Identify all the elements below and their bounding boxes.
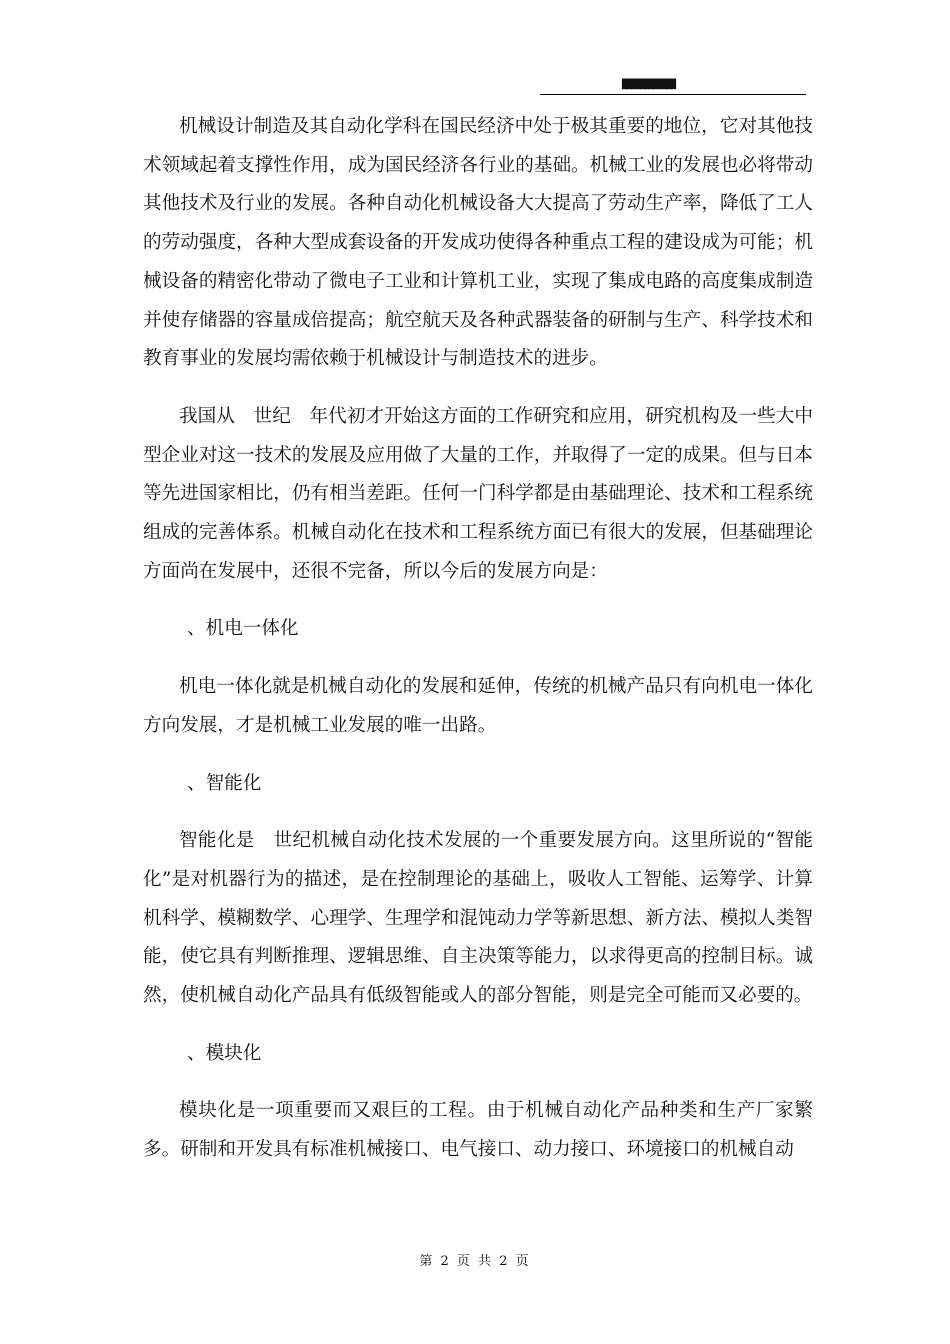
- paragraph-4: 智能化是 世纪机械自动化技术发展的一个重要发展方向。这里所说的“智能化”是对机器行为的描述，是在控制理论的基础上，吸收人工智能、运筹学、计算机科学、模糊数学、心理学、生理学和混饨动力学等新思想、新方法、模拟人类智能，使它具有判断推理、逻辑思维、自主决策等能力，以求得更高的控制目标。诚然，使机械自动化产品具有低级智能或人的部分智能，则是完全可能而又必要的。: [143, 830, 813, 1007]
- paragraph-3: 机电一体化就是机械自动化的发展和延伸，传统的机械产品只有向机电一体化方向发展，才是机械工业发展的唯一出路。: [143, 676, 813, 736]
- page-header: [540, 78, 806, 95]
- section-heading-mechatronics: 、机电一体化: [187, 618, 299, 640]
- page-footer: 第 2 页 共 2 页: [419, 1254, 531, 1269]
- paragraph-2: 我国从 世纪 年代初才开始这方面的工作研究和应用，研究机构及一些大中型企业对这一技术的发展及应用做了大量的工作，并取得了一定的成果。但与日本等先进国家相比，仍有相当差距。任何一门科学都是由基础理论、技术和工程系统组成的完善体系。机械自动化在技术和工程系统方面已有很大的发展，但基础理论方面尚在发展中，还很不完备，所以今后的发展方向是：: [143, 405, 813, 582]
- document-body: [143, 108, 813, 1170]
- section-heading-modularization: 、模块化: [187, 1042, 262, 1064]
- paragraph-5: 模块化是一项重要而又艰巨的工程。由于机械自动化产品种类和生产厂家繁多。研制和开发具有标准机械接口、电气接口、动力接口、环境接口的机械自动: [143, 1100, 813, 1161]
- paragraph-1: 机械设计制造及其自动化学科在国民经济中处于极其重要的地位，它对其他技术领域起着支撑性作用，成为国民经济各行业的基础。机械工业的发展也必将带动其他技术及行业的发展。各种自动化机械设备大大提高了劳动生产率，降低了工人的劳动强度，各种大型成套设备的开发成功使得各种重点工程的建设成为可能；机械设备的精密化带动了微电子工业和计算机工业，实现了集成电路的高度集成制造并使存储器的容量成倍提高；航空航天及各种武器装备的研制与生产、科学技术和教育事业的发展均需依赖于机械设计与制造技术的进步。: [143, 116, 813, 370]
- section-heading-intelligence: 、智能化: [187, 772, 262, 794]
- header-text: ████████████: [622, 80, 676, 90]
